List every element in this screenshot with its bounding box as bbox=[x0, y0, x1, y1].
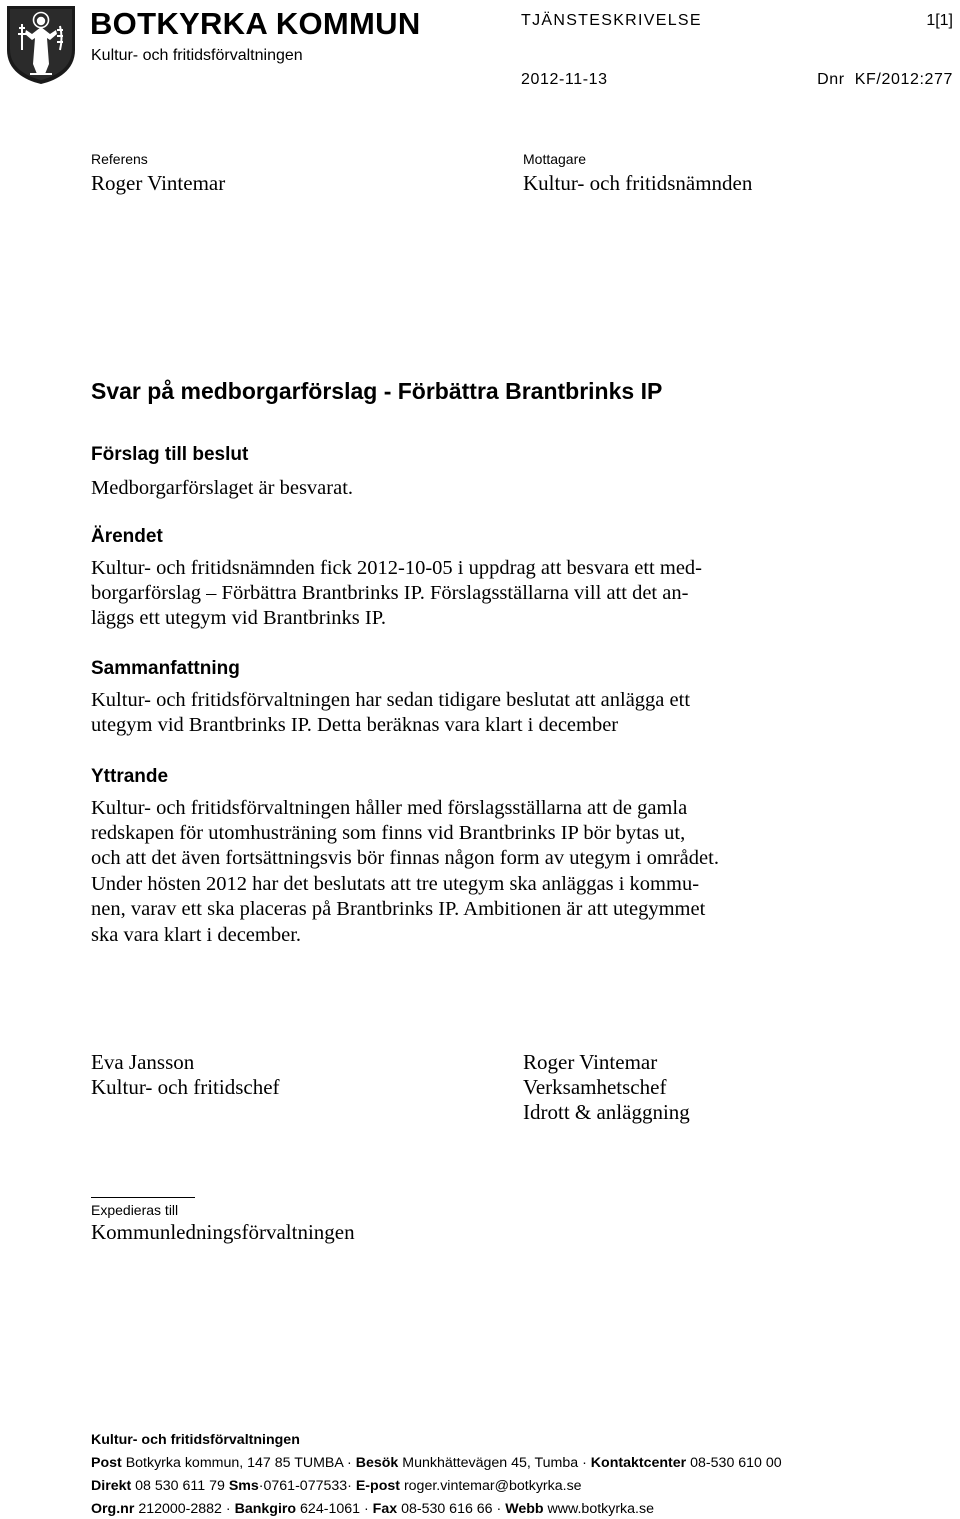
yttrande-line: och att det även fortsättningsvis bör finnas någon form av utegym i området. bbox=[91, 847, 719, 869]
footer-line-3: Org.nr 212000-2882 · Bankgiro 624-1061 · Fax 08-530 616 66 · Webb www.botkyrka.se bbox=[91, 1501, 654, 1517]
organization-department: Kultur- och fritidsförvaltningen bbox=[91, 47, 303, 64]
sammanfattning-line: Kultur- och fritidsförvaltningen har sedan tidigare beslutat att anlägga ett bbox=[91, 689, 691, 711]
expedieras-target: Kommunledningsförvaltningen bbox=[91, 1220, 355, 1244]
coat-of-arms-icon bbox=[4, 4, 78, 86]
yttrande-line: ska vara klart i december. bbox=[91, 924, 302, 946]
document-title: Svar på medborgarförslag - Förbättra Brantbrinks IP bbox=[91, 378, 663, 404]
yttrande-line: nen, varav ett ska placeras på Brantbrinks IP. Ambitionen är att utegymmet bbox=[91, 898, 706, 920]
footer-line-1: Post Botkyrka kommun, 147 85 TUMBA · Besök Munkhättevägen 45, Tumba · Kontaktcenter 08-530 610 00 bbox=[91, 1455, 782, 1471]
organization-name: BOTKYRKA KOMMUN bbox=[90, 6, 421, 41]
signature-left-role: Kultur- och fritidschef bbox=[91, 1075, 280, 1099]
signature-left bbox=[91, 1050, 280, 1100]
arendet-line: läggs ett utegym vid Brantbrinks IP. bbox=[91, 607, 386, 629]
yttrande-line: Kultur- och fritidsförvaltningen håller med förslagsställarna att de gamla bbox=[91, 797, 688, 819]
section-heading-forslag: Förslag till beslut bbox=[91, 444, 249, 465]
document-date: 2012-11-13 bbox=[521, 71, 608, 88]
sammanfattning-line: utegym vid Brantbrinks IP. Detta beräknas vara klart i december bbox=[91, 714, 619, 736]
arendet-line: Kultur- och fritidsnämnden fick 2012-10-05 i uppdrag att besvara ett med- bbox=[91, 557, 702, 579]
expedieras-label: Expedieras till bbox=[91, 1202, 179, 1218]
signature-left-name: Eva Jansson bbox=[91, 1050, 195, 1074]
document-type: TJÄNSTESKRIVELSE bbox=[521, 12, 702, 29]
yttrande-line: Under hösten 2012 har det beslutats att tre utegym ska anläggas i kommu- bbox=[91, 873, 700, 895]
referens-name: Roger Vintemar bbox=[91, 171, 226, 195]
signature-right-role: Verksamhetschef bbox=[523, 1075, 667, 1099]
referens-label: Referens bbox=[91, 151, 148, 167]
footer-line-2: Direkt 08 530 611 79 Sms·0761-077533· E-post roger.vintemar@botkyrka.se bbox=[91, 1478, 582, 1494]
section-heading-sammanfattning: Sammanfattning bbox=[91, 658, 240, 679]
section-heading-arendet: Ärendet bbox=[91, 526, 163, 547]
footer-department: Kultur- och fritidsförvaltningen bbox=[91, 1432, 300, 1448]
expedieras-divider bbox=[91, 1197, 195, 1198]
mottagare-name: Kultur- och fritidsnämnden bbox=[523, 171, 753, 195]
signature-right-unit: Idrott & anläggning bbox=[523, 1100, 690, 1124]
signature-right-name: Roger Vintemar bbox=[523, 1050, 658, 1074]
section-heading-yttrande: Yttrande bbox=[91, 766, 169, 787]
page-number: 1[1] bbox=[926, 12, 953, 29]
diary-number: Dnr KF/2012:277 bbox=[817, 71, 953, 88]
arendet-line: borgarförslag – Förbättra Brantbrinks IP. Förslagsställarna vill att det an- bbox=[91, 582, 689, 604]
forslag-line: Medborgarförslaget är besvarat. bbox=[91, 477, 354, 499]
yttrande-line: redskapen för utomhusträning som finns vid Brantbrinks IP bör bytas ut, bbox=[91, 822, 686, 844]
signature-right bbox=[523, 1050, 690, 1125]
mottagare-label: Mottagare bbox=[523, 151, 587, 167]
